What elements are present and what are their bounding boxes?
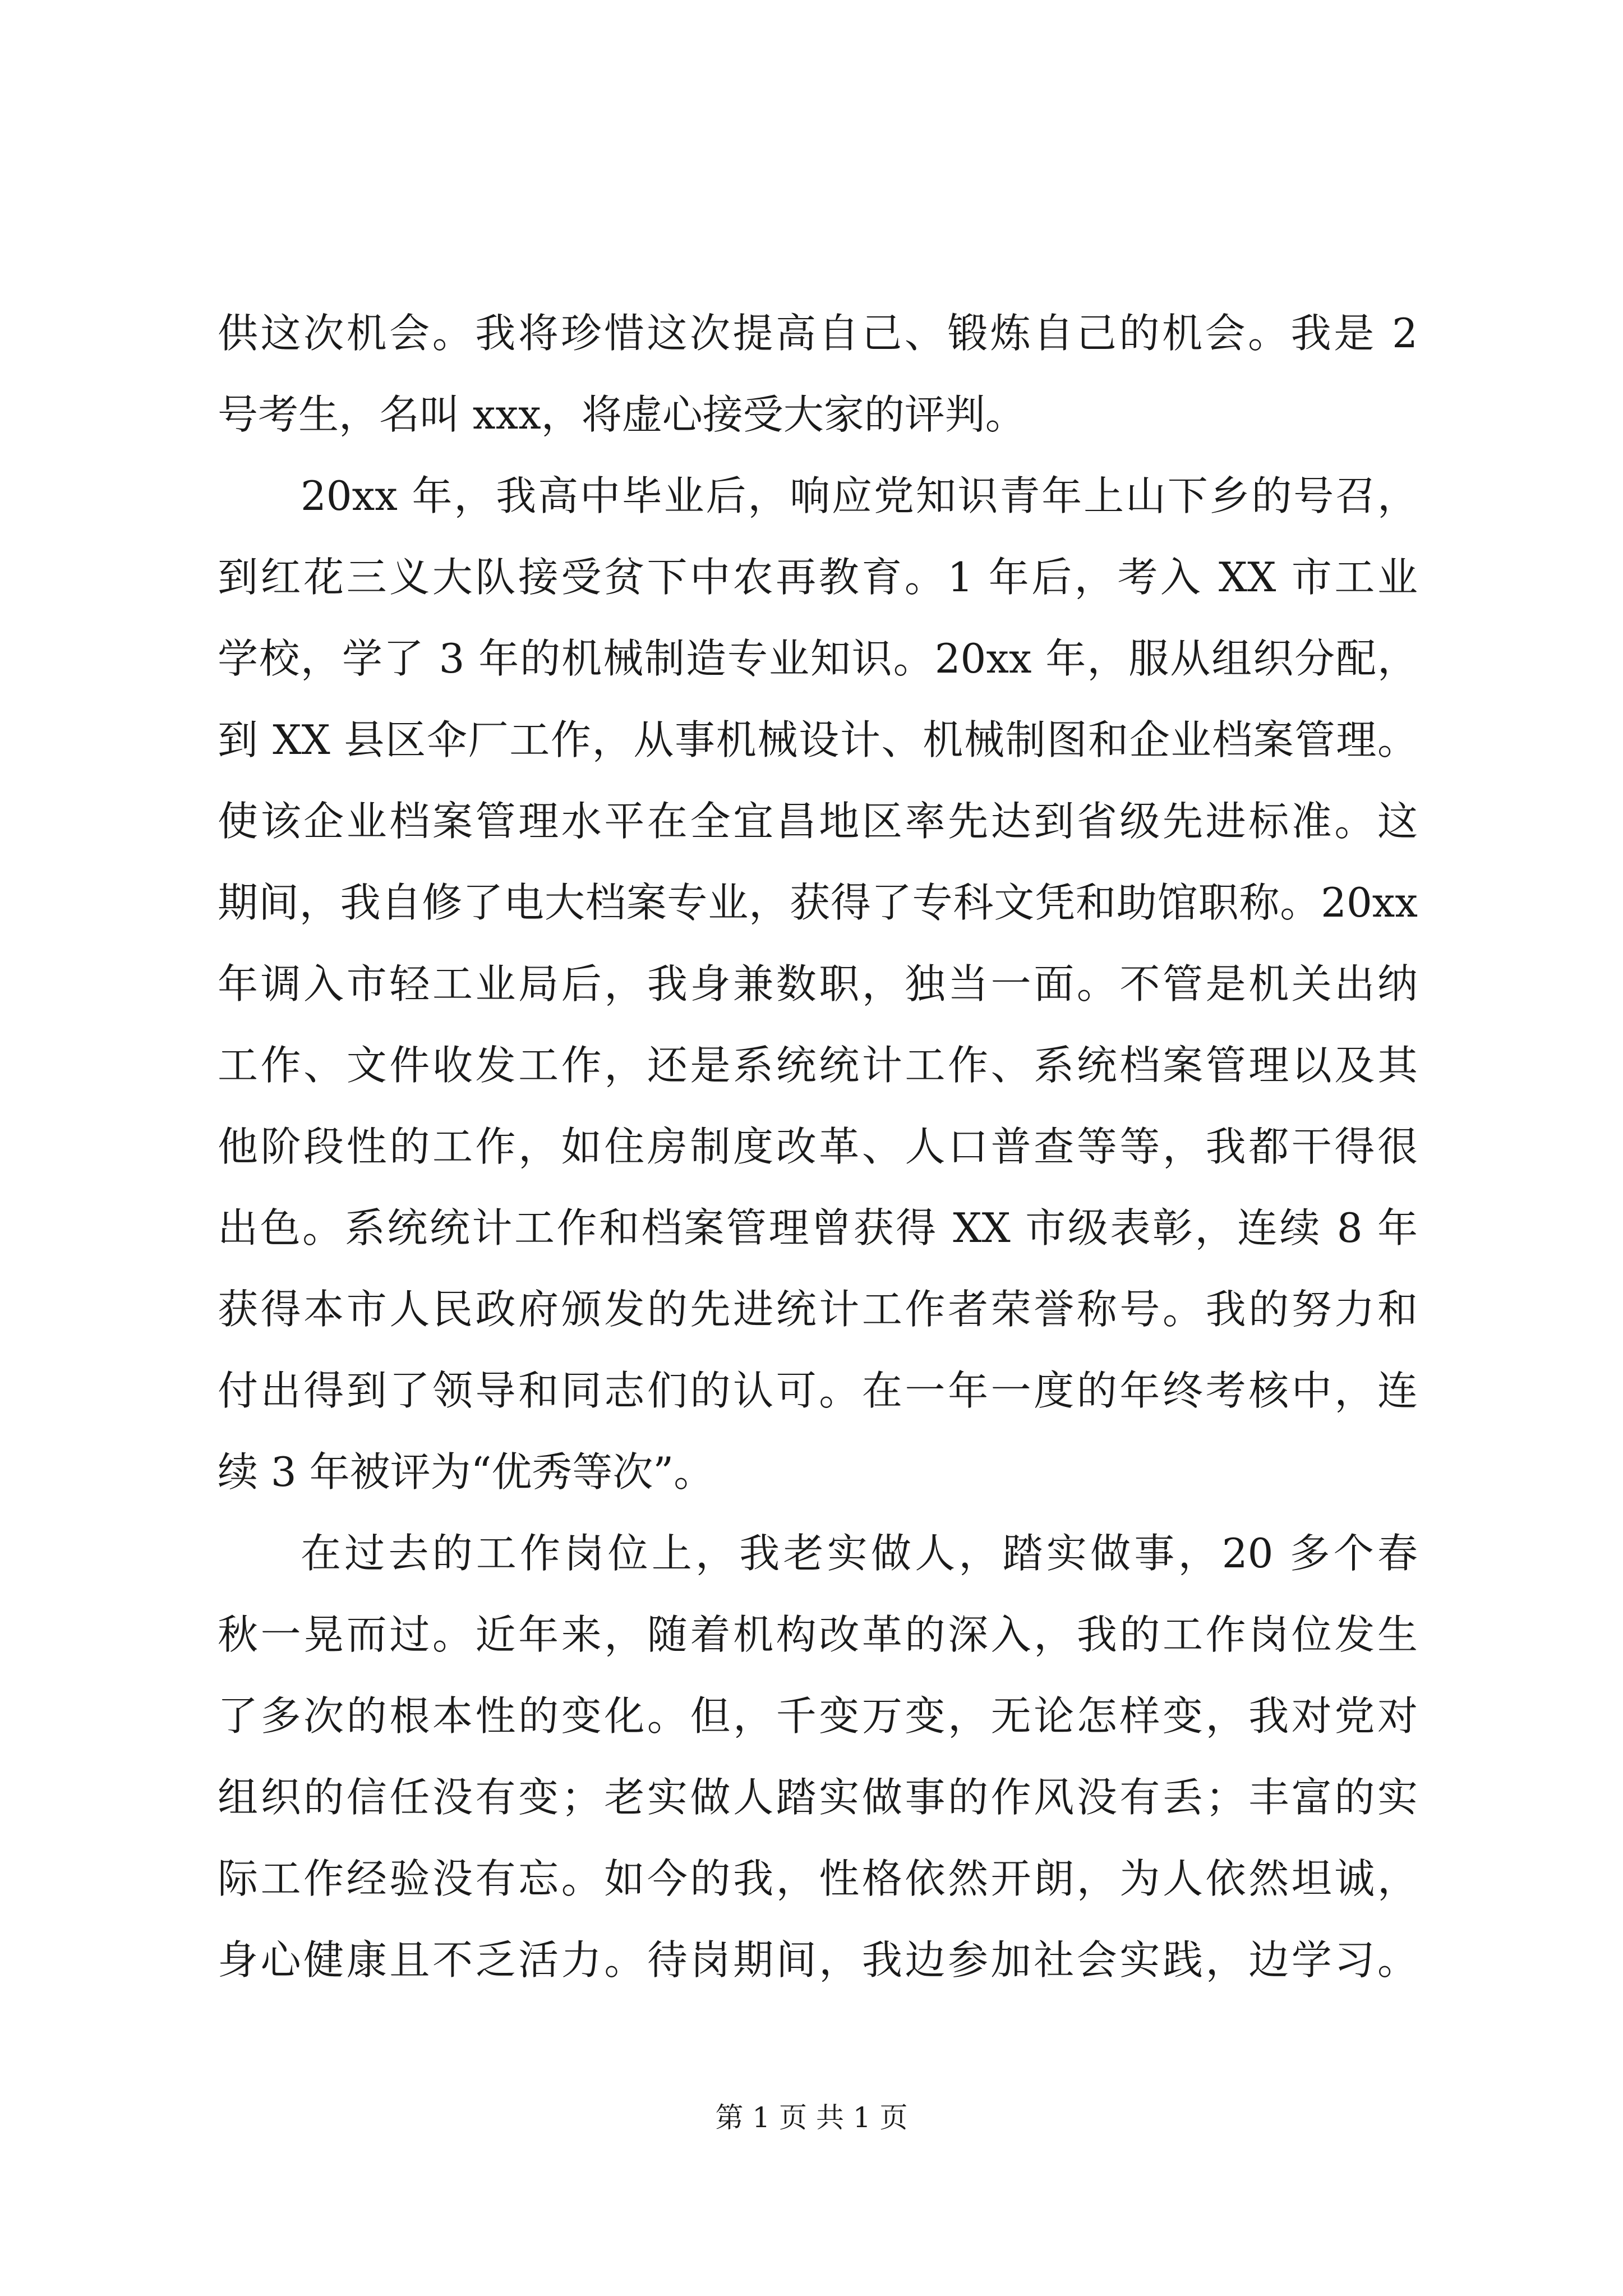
text-line-17: 秋一晃而过。近年来，随着机构改革的深入，我的工作岗位发生: [218, 1611, 1418, 1658]
text-line-6: 到 XX 县区伞厂工作，从事机械设计、机械制图和企业档案管理。: [218, 716, 1418, 763]
text-line-14: 付出得到了领导和同志们的认可。在一年一度的年终考核中，连: [218, 1367, 1418, 1414]
text-line-11: 他阶段性的工作，如住房制度改革、人口普查等等，我都干得很: [218, 1123, 1418, 1170]
text-line-10: 工作、文件收发工作，还是系统统计工作、系统档案管理以及其: [218, 1042, 1418, 1089]
text-line-9: 年调入市轻工业局后，我身兼数职，独当一面。不管是机关出纳: [218, 960, 1418, 1007]
page-number-footer: 第 1 页 共 1 页: [715, 2101, 908, 2134]
text-line-4: 到红花三义大队接受贫下中农再教育。1 年后，考入 XX 市工业: [218, 554, 1418, 601]
text-line-20: 际工作经验没有忘。如今的我，性格依然开朗，为人依然坦诚，: [218, 1855, 1418, 1902]
text-line-21: 身心健康且不乏活力。待岗期间，我边参加社会实践，边学习。: [218, 1936, 1418, 1984]
text-line-12: 出色。系统统计工作和档案管理曾获得 XX 市级表彰，连续 8 年: [218, 1204, 1418, 1251]
document-body: [218, 293, 1418, 2001]
text-line-19: 组织的信任没有变；老实做人踏实做事的作风没有丢；丰富的实: [218, 1774, 1418, 1821]
text-line-5: 学校，学了 3 年的机械制造专业知识。20xx 年，服从组织分配，: [218, 635, 1418, 682]
text-line-8: 期间，我自修了电大档案专业，获得了专科文凭和助馆职称。20xx: [218, 879, 1418, 926]
text-line-13: 获得本市人民政府颁发的先进统计工作者荣誉称号。我的努力和: [218, 1286, 1418, 1333]
text-line-2: 号考生，名叫 xxx，将虚心接受大家的评判。: [218, 391, 1026, 438]
text-line-1: 供这次机会。我将珍惜这次提高自己、锻炼自己的机会。我是 2: [218, 310, 1418, 357]
text-line-15: 续 3 年被评为“优秀等次”。: [218, 1448, 714, 1496]
paragraph-start-line-3: 20xx 年，我高中毕业后，响应党知识青年上山下乡的号召，: [301, 472, 1418, 519]
paragraph-start-line-16: 在过去的工作岗位上，我老实做人，踏实做事，20 多个春: [301, 1530, 1418, 1577]
text-line-7: 使该企业档案管理水平在全宜昌地区率先达到省级先进标准。这: [218, 798, 1418, 845]
text-line-18: 了多次的根本性的变化。但，千变万变，无论怎样变，我对党对: [218, 1692, 1418, 1740]
